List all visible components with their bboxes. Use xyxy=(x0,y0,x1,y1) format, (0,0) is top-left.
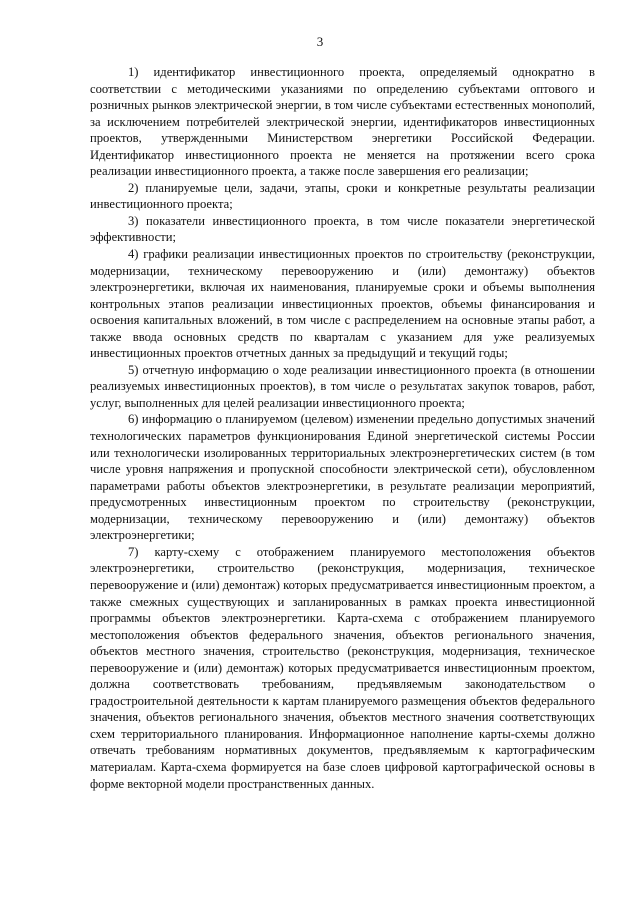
list-item-4-schedules: 4) графики реализации инвестиционных проектов по строительству (реконструкции, модернизации, техническому перевооружению и (или) демонтажу) объектов электроэнергетики, включая их наименования, планируемые сроки и объемы выполнения контрольных этапов реализации инвестиционных проектов, объемы финансирования и освоения капитальных вложений, в том числе с распределением на основные этапы работ, а также ввода основных средств по кварталам с указанием для уже реализуемых инвестиционных проектов отчетных данных за предыдущий и текущий годы; xyxy=(90,247,595,361)
list-item-7-map-scheme: 7) карту-схему с отображением планируемого местоположения объектов электроэнергетики, строительство (реконструкция, модернизация, техническое перевооружение и (или) демонтаж) которых предусматривается инвестиционным проектом, а также смежных существующих и запланированных в рамках проекта инвестиционной программы объектов электроэнергетики. Карта-схема с отображением планируемого местоположения объектов федерального значения, объектов регионального значения, объектов местного значения, строительство (реконструкция, модернизация, техническое перевооружение и (или) демонтаж) которых предусматривается инвестиционным проектом, должна соответствовать требованиям, предъявляемым законодательством о градостроительной деятельности к картам планируемого размещения объектов федерального значения, объектов регионального значения, объектов местного значения соответствующих схем территориального планирования. Информационное наполнение карты-схемы должно отвечать требованиям нормативных документов, предъявляемым к картографическим материалам. Карта-схема формируется на базе слоев цифровой картографической основы в форме векторной модели пространственных данных. xyxy=(90,544,595,791)
page-number: 3 xyxy=(316,34,324,49)
list-item-1-identifier: 1) идентификатор инвестиционного проекта, определяемый однократно в соответствии с методическими указаниями по определению субъектами оптового и розничных рынков электрической энергии, в том числе субъектами естественных монополий, за исключением потребителей электрической энергии, идентификаторов инвестиционных проектов, утвержденными Министерством энергетики Российской Федерации. Идентификатор инвестиционного проекта не меняется на протяжении всего срока реализации инвестиционного проекта, а также после завершения его реализации; xyxy=(90,65,595,179)
list-item-6-parameters: 6) информацию о планируемом (целевом) изменении предельно допустимых значений технологических параметров функционирования Единой энергетической системы России или технологически изолированных территориальных электроэнергетических систем (в том числе уровня напряжения и пропускной способности электрической сети), обусловленном параметрами работы объектов электроэнергетики, в результате реализации мероприятий, предусмотренных инвестиционным проектом по строительству (реконструкции, модернизации, техническому перевооружению и (или) демонтажу) объектов электроэнергетики; xyxy=(90,412,595,543)
list-item-3-indicators: 3) показатели инвестиционного проекта, в том числе показатели энергетической эффективности; xyxy=(90,213,595,245)
document-body xyxy=(90,64,595,792)
list-item-5-reporting: 5) отчетную информацию о ходе реализации инвестиционного проекта (в отношении реализуемых инвестиционных проектов), в том числе о результатах закупок товаров, работ, услуг, выполненных для целей реализации инвестиционного проекта; xyxy=(90,362,595,410)
list-item-2-goals: 2) планируемые цели, задачи, этапы, сроки и конкретные результаты реализации инвестиционного проекта; xyxy=(90,180,595,212)
